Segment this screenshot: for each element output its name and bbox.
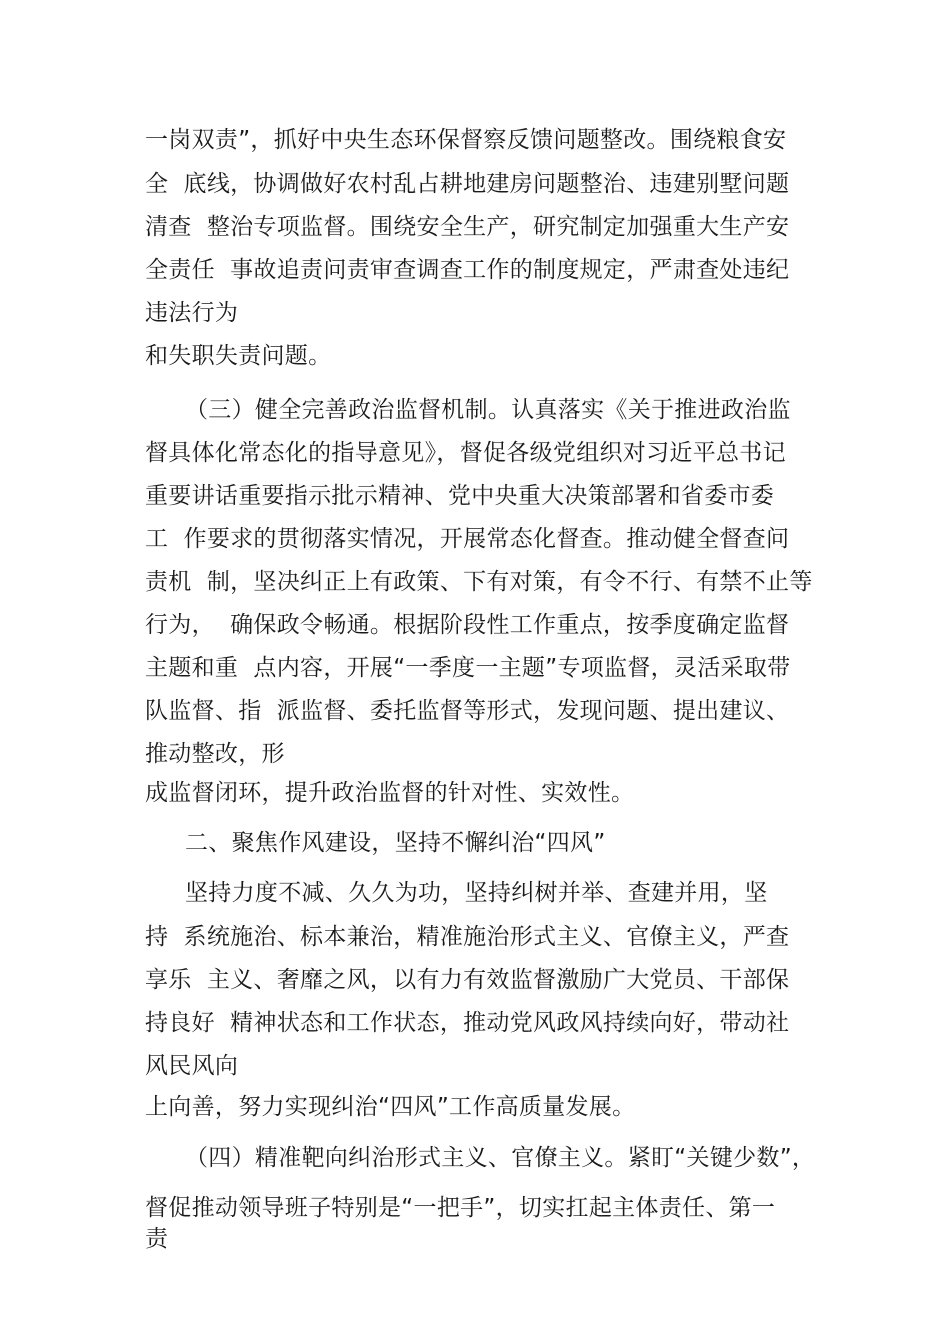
text-line: 违法行为 bbox=[145, 300, 239, 326]
text-line: 清查 整治专项监督。围绕安全生产，研究制定加强重大生产安 bbox=[145, 214, 790, 240]
text-line: 成监督闭环，提升政治监督的针对性、实效性。 bbox=[145, 780, 635, 806]
text-line: 督促推动领导班子特别是“一把手”，切实扛起主体责任、第一 bbox=[145, 1195, 776, 1221]
text-line: 上向善，努力实现纠治“四风”工作高质量发展。 bbox=[145, 1094, 636, 1120]
text-line: 督具体化常态化的指导意见》，督促各级党组织对习近平总书记 bbox=[145, 440, 786, 466]
text-line: 全责任 事故追责问责审查调查工作的制度规定，严肃查处违纪 bbox=[145, 257, 790, 283]
text-line: 行为， 确保政令畅通。根据阶段性工作重点，按季度确定监督 bbox=[145, 612, 790, 638]
text-line: 推动整改，形 bbox=[145, 741, 285, 767]
text-line: 坚持力度不减、久久为功，坚持纠树并举、查建并用，坚 bbox=[185, 880, 768, 906]
text-line: 责 bbox=[145, 1226, 169, 1252]
chapter-heading: 二、聚焦作风建设，坚持不懈纠治“四风” bbox=[185, 830, 606, 856]
text-line: 责机 制，坚决纠正上有政策、下有对策，有令不行、有禁不止等 bbox=[145, 569, 813, 595]
text-line: 全 底线，协调做好农村乱占耕地建房问题整治、违建别墅问题 bbox=[145, 171, 790, 197]
text-line: 和失职失责问题。 bbox=[145, 343, 332, 369]
section-heading: （四）精准靶向纠治形式主义、官僚主义。紧盯“关键少数”， bbox=[185, 1145, 816, 1171]
text-line: 持良好 精神状态和工作状态，推动党风政风持续向好，带动社 bbox=[145, 1010, 790, 1036]
text-line: 享乐 主义、奢靡之风，以有力有效监督激励广大党员、干部保 bbox=[145, 967, 790, 993]
text-line: 队监督、指 派监督、委托监督等形式，发现问题、提出建议、 bbox=[145, 698, 790, 724]
section-heading: （三）健全完善政治监督机制。认真落实《关于推进政治监 bbox=[185, 397, 791, 423]
text-line: 一岗双责”，抓好中央生态环保督察反馈问题整改。围绕粮食安 bbox=[145, 127, 787, 153]
text-line: 持 系统施治、标本兼治，精准施治形式主义、官僚主义，严查 bbox=[145, 924, 790, 950]
text-line: 工 作要求的贯彻落实情况，开展常态化督查。推动健全督查问 bbox=[145, 526, 790, 552]
text-line: 主题和重 点内容，开展“一季度一主题”专项监督，灵活采取带 bbox=[145, 655, 791, 681]
text-line: 风民风向 bbox=[145, 1053, 239, 1079]
text-line: 重要讲话重要指示批示精神、党中央重大决策部署和省委市委 bbox=[145, 483, 775, 509]
